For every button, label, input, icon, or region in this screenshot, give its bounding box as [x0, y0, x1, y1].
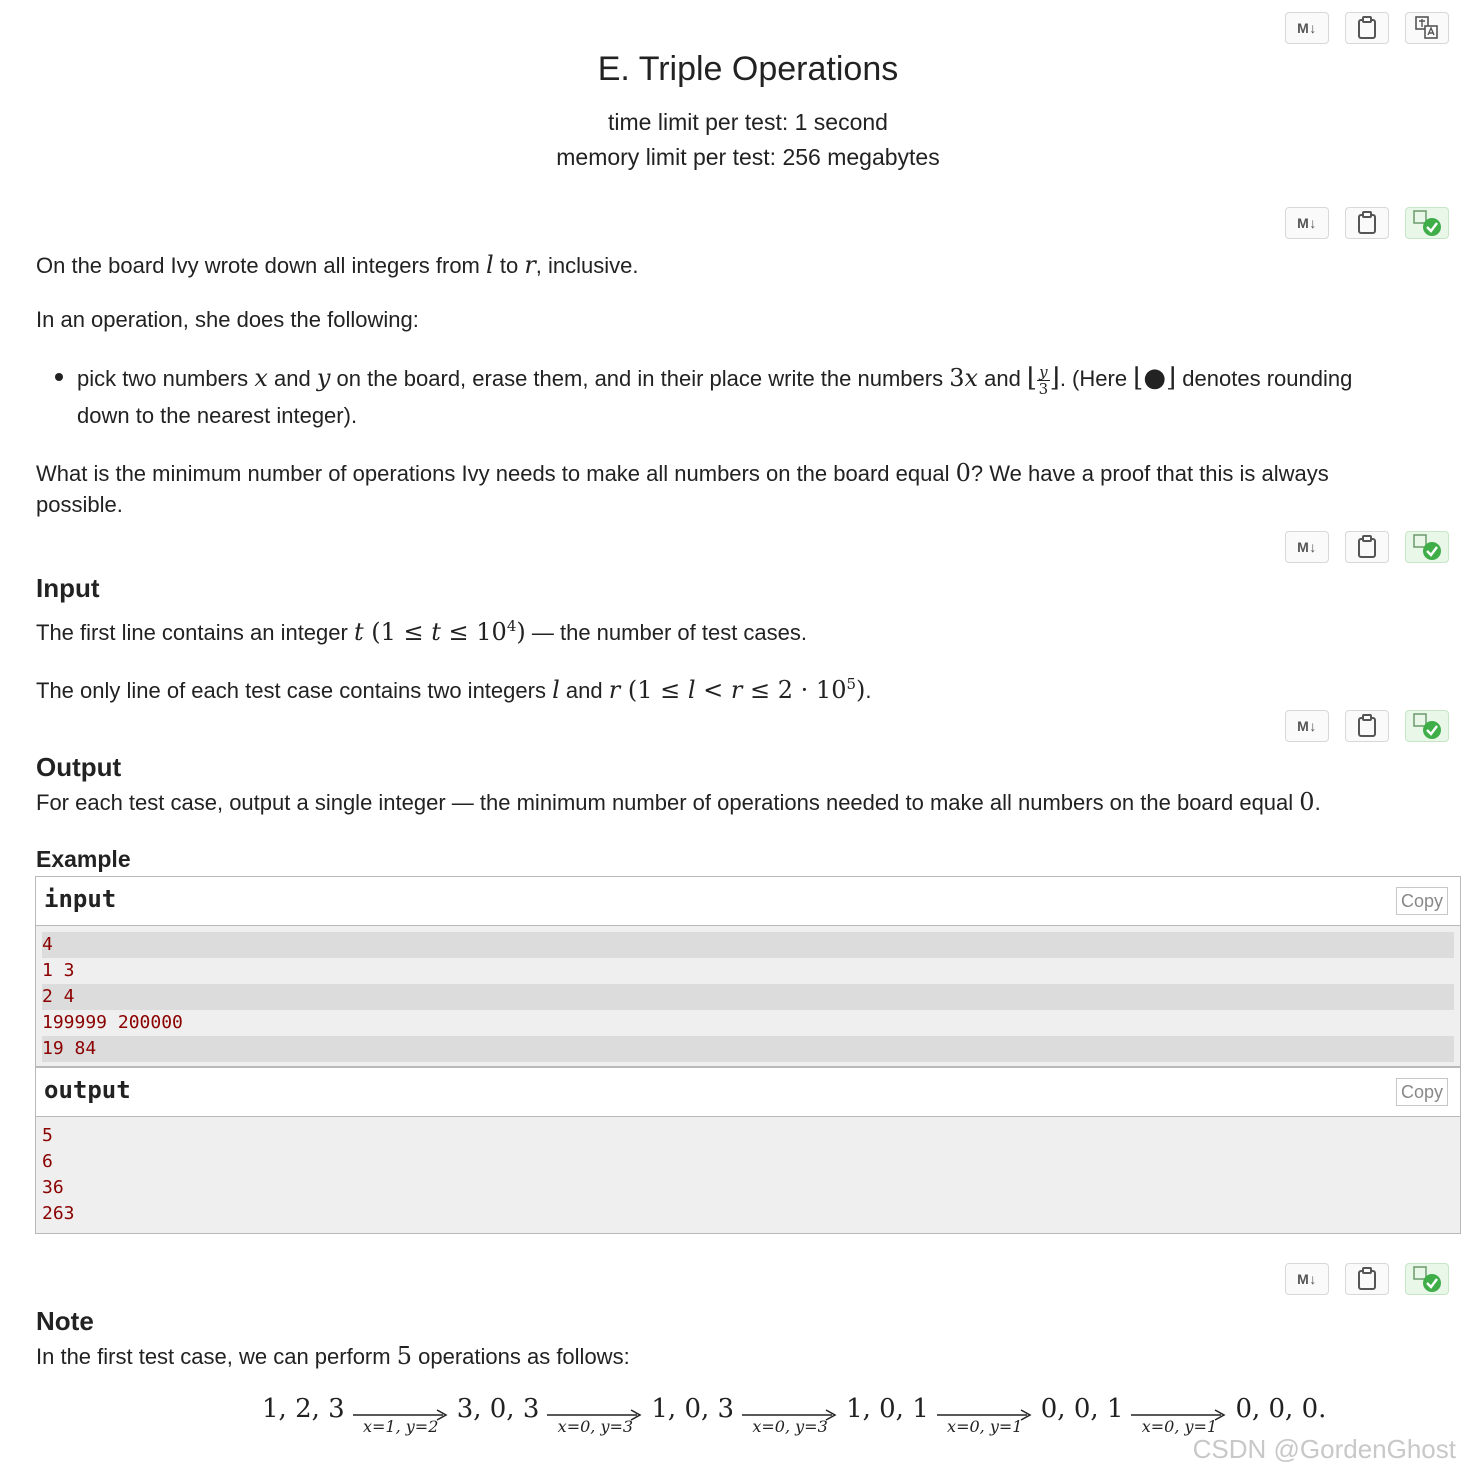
- output-line: [36, 786, 1456, 819]
- math-r: r: [524, 251, 536, 279]
- math-x: x: [254, 364, 268, 392]
- input-line-1: [36, 610, 807, 649]
- copy-clipboard-button[interactable]: [1345, 1263, 1389, 1295]
- statement-text: ? We have a proof that this is always: [970, 461, 1329, 486]
- math-l: l: [486, 251, 494, 279]
- statement-text: to: [499, 253, 519, 278]
- step-label: x=0, y=3: [557, 1417, 634, 1436]
- arrow: [547, 1395, 643, 1436]
- math-floor-open: ⌊: [1027, 363, 1038, 393]
- arrow: [353, 1395, 449, 1436]
- math-y-over-3: $\frac{y}{3}$: [1038, 362, 1049, 398]
- arrow: [937, 1395, 1033, 1436]
- state: 1, 0, 1: [846, 1394, 929, 1424]
- note-text: [36, 1340, 630, 1373]
- copy-clipboard-button[interactable]: [1345, 710, 1389, 742]
- output-text: For each test case, output a single integer — the minimum number of operations needed to make all numbers on the board equal: [36, 790, 1294, 815]
- sample-input-header: [36, 877, 1460, 926]
- markdown-button[interactable]: [1285, 1263, 1329, 1295]
- memory-limit: memory limit per test: 256 megabytes: [556, 144, 940, 170]
- sample-input-line: 1 3: [42, 960, 75, 981]
- markdown-button[interactable]: [1285, 207, 1329, 239]
- input-text: .: [865, 678, 872, 703]
- statement-text: pick two numbers: [77, 366, 249, 391]
- markdown-icon: M↓: [1297, 718, 1317, 734]
- statement-text: . (Here: [1059, 366, 1128, 391]
- math-zero: 0: [1299, 788, 1315, 816]
- input-text: The only line of each test case contains two integers: [36, 678, 546, 703]
- copy-output-button[interactable]: Copy: [1396, 1078, 1448, 1106]
- math-y: y: [316, 364, 331, 392]
- markdown-button[interactable]: [1285, 531, 1329, 563]
- math-count: 5: [396, 1342, 412, 1370]
- step-label: x=0, y=1: [1141, 1417, 1218, 1436]
- statement-text: and: [273, 366, 311, 391]
- translate-icon: [1414, 15, 1440, 41]
- time-limit: time limit per test: 1 second: [608, 109, 888, 135]
- translate-done-button[interactable]: [1405, 1263, 1449, 1295]
- statement-text: denotes rounding: [1182, 366, 1353, 391]
- statement-text: on the board, erase them, and in their place write the numbers: [336, 366, 944, 391]
- statement-text: , inclusive.: [535, 253, 639, 278]
- state: 1, 0, 3: [651, 1394, 735, 1424]
- toolbar-input: [1285, 531, 1449, 563]
- translated-check-icon: [1412, 712, 1442, 740]
- math-floor-dot: ⌊●⌋: [1133, 363, 1177, 393]
- copy-clipboard-button[interactable]: [1345, 531, 1389, 563]
- markdown-icon: M↓: [1297, 215, 1317, 231]
- clipboard-icon: [1357, 211, 1377, 235]
- math-l: l: [552, 676, 560, 704]
- sample-output-line: 5: [42, 1125, 53, 1146]
- sample-input-line: 19 84: [42, 1036, 1454, 1062]
- input-text: The first line contains an integer: [36, 620, 348, 645]
- input-text: — the number of test cases.: [531, 620, 808, 645]
- arrow: [742, 1395, 838, 1436]
- output-heading: Output: [36, 752, 122, 782]
- sample-output-line: 6: [42, 1151, 53, 1172]
- statement-p3-cont: possible.: [36, 492, 123, 517]
- step-label: x=0, y=3: [752, 1417, 828, 1436]
- markdown-icon: M↓: [1297, 20, 1317, 36]
- math-3x: 3x: [949, 364, 979, 392]
- markdown-button[interactable]: [1285, 12, 1329, 44]
- statement-p3: [36, 457, 1436, 490]
- sample-output-title: output: [44, 1076, 131, 1104]
- translate-done-button[interactable]: [1405, 710, 1449, 742]
- statement-list-item-cont: down to the nearest integer).: [77, 403, 358, 428]
- state: 1, 2, 3: [262, 1394, 345, 1424]
- statement-text: and: [984, 366, 1021, 391]
- sample-output-line: 36: [42, 1177, 64, 1198]
- translate-button[interactable]: [1405, 12, 1449, 44]
- watermark: CSDN @GordenGhost: [1192, 1434, 1456, 1464]
- input-line-2: [36, 668, 872, 707]
- translate-done-button[interactable]: [1405, 207, 1449, 239]
- sample-input-body[interactable]: [36, 926, 1460, 1066]
- sample-input-box: [35, 876, 1461, 1067]
- page-title: E. Triple Operations: [597, 50, 899, 88]
- note-text-part: In the first test case, we can perform: [36, 1344, 391, 1369]
- clipboard-icon: [1357, 16, 1377, 40]
- translated-check-icon: [1412, 1265, 1442, 1293]
- toolbar-header: [1285, 12, 1449, 44]
- math-zero: 0: [955, 459, 971, 487]
- step-label: x=0, y=1: [947, 1417, 1023, 1436]
- sample-output-body[interactable]: [36, 1117, 1460, 1233]
- copy-clipboard-button[interactable]: [1345, 207, 1389, 239]
- sample-input-line: 2 4: [42, 984, 1454, 1010]
- sample-output-line: 263: [42, 1203, 75, 1224]
- translated-check-icon: [1412, 533, 1442, 561]
- toolbar-statement: [1285, 207, 1449, 239]
- note-heading: Note: [36, 1306, 94, 1336]
- sample-input-line: 4: [42, 932, 1454, 958]
- operations-chain: [262, 1394, 1327, 1436]
- markdown-icon: M↓: [1297, 539, 1317, 555]
- math-floor-close: ⌋: [1049, 363, 1060, 393]
- step-label: x=1, y=2: [362, 1417, 439, 1436]
- input-text: and: [565, 678, 603, 703]
- copy-input-button[interactable]: Copy: [1396, 887, 1448, 915]
- clipboard-icon: [1357, 714, 1377, 738]
- translated-check-icon: [1412, 209, 1442, 237]
- markdown-button[interactable]: [1285, 710, 1329, 742]
- math-lr-constraint: r $(1 \le l < r \le 2 \cdot 10^5)$: [608, 675, 866, 704]
- state: 0, 0, 1: [1040, 1394, 1124, 1424]
- sample-input-line: 199999 200000: [42, 1012, 183, 1033]
- output-text: .: [1314, 790, 1321, 815]
- note-text-part: operations as follows:: [418, 1344, 630, 1369]
- bullet-dot: [55, 373, 63, 381]
- markdown-icon: M↓: [1297, 1271, 1317, 1287]
- state: 3, 0, 3: [456, 1394, 540, 1424]
- example-heading: Example: [36, 846, 131, 872]
- math-t-constraint: t $(1 \le t \le 10^4)$: [353, 617, 526, 646]
- arrow: [1131, 1395, 1227, 1436]
- copy-clipboard-button[interactable]: [1345, 12, 1389, 44]
- clipboard-icon: [1357, 1267, 1377, 1291]
- statement-p2: In an operation, she does the following:: [36, 307, 419, 332]
- statement-text: What is the minimum number of operations Ivy needs to make all numbers on the board equal: [36, 461, 950, 486]
- toolbar-output: [1285, 710, 1449, 742]
- statement-list-item: [77, 362, 1447, 397]
- sample-output-box: [35, 1067, 1461, 1234]
- clipboard-icon: [1357, 535, 1377, 559]
- state: 0, 0, 0.: [1235, 1394, 1327, 1424]
- sample-output-header: [36, 1068, 1460, 1117]
- statement-p1: [36, 249, 639, 282]
- translate-done-button[interactable]: [1405, 531, 1449, 563]
- toolbar-note: [1285, 1263, 1449, 1295]
- input-heading: Input: [36, 573, 100, 603]
- sample-input-title: input: [44, 885, 117, 913]
- statement-text: On the board Ivy wrote down all integers from: [36, 253, 480, 278]
